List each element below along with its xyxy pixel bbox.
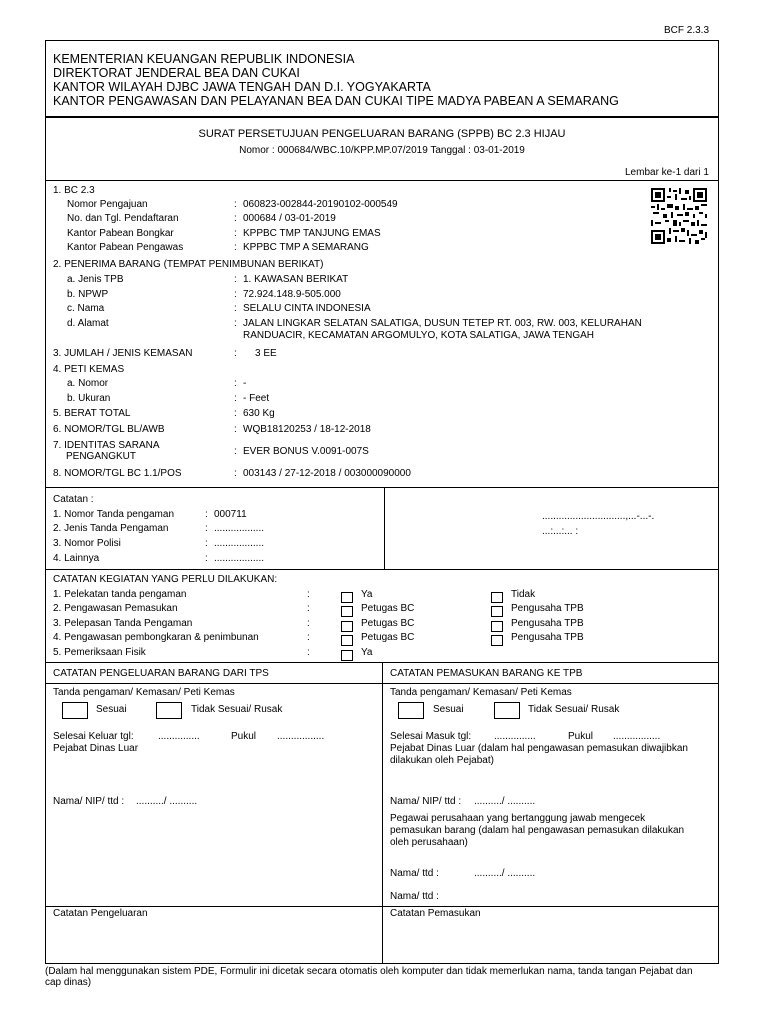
field-value: SELALU CINTA INDONESIA [243, 303, 371, 314]
colon: : [205, 509, 208, 520]
left-box-heading: CATATAN PENGELUARAN BARANG DARI TPS [53, 668, 269, 679]
colon: : [307, 647, 310, 658]
kegiatan-label: 3. Pelepasan Tanda Pengaman [53, 618, 193, 629]
header-regional-office: KANTOR WILAYAH DJBC JAWA TENGAH DAN D.I. YOGYAKARTA [53, 80, 431, 94]
field-value: JALAN LINGKAR SELATAN SALATIGA, DUSUN TETEP RT. 003, RW. 003, KELURAHAN [243, 318, 642, 329]
nama-nip-label: Nama/ NIP/ ttd : [53, 796, 125, 807]
field-label: d. Alamat [67, 318, 109, 329]
section-2-heading: 2. PENERIMA BARANG (TEMPAT PENIMBUNAN BERIKAT) [53, 259, 324, 270]
activity-checkbox[interactable] [341, 650, 353, 661]
activity-checkbox[interactable] [491, 606, 503, 617]
colon: : [234, 393, 237, 404]
colon: : [234, 303, 237, 314]
colon: : [234, 378, 237, 389]
colon: : [234, 289, 237, 300]
selesai-masuk-label: Selesai Masuk tgl: [390, 731, 472, 742]
catatan-pemasukan-label: Catatan Pemasukan [390, 908, 481, 919]
divider [45, 180, 719, 181]
option-label: Ya [361, 647, 373, 658]
field-value: KPPBC TMP TANJUNG EMAS [243, 228, 381, 239]
option-label: Petugas BC [361, 603, 415, 614]
divider [45, 487, 719, 488]
form-code: BCF 2.3.3 [664, 25, 710, 36]
catatan-heading: Catatan : [53, 494, 94, 505]
header-directorate: DIREKTORAT JENDERAL BEA DAN CUKAI [53, 66, 300, 80]
colon: : [234, 242, 237, 253]
catatan-value: .................. [214, 553, 265, 564]
activity-checkbox[interactable] [491, 621, 503, 632]
colon: : [234, 424, 237, 435]
field-value: - [243, 378, 247, 389]
section-4-heading: 4. PETI KEMAS [53, 364, 125, 375]
header-box [45, 40, 719, 117]
qr-code-icon [651, 188, 707, 244]
pukul-label: Pukul [231, 731, 257, 742]
divider [45, 569, 719, 570]
nama-ttd-value: ........../ .......... [474, 868, 536, 879]
document-number: Nomor : 000684/WBC.10/KPP.MP.07/2019 Tanggal : 03-01-2019 [239, 145, 525, 156]
pegawai-label-cont: oleh perusahaan) [390, 837, 468, 848]
activity-checkbox[interactable] [341, 635, 353, 646]
section-6-label: 6. NOMOR/TGL BL/AWB [53, 424, 165, 435]
nama-nip-label: Nama/ NIP/ ttd : [390, 796, 462, 807]
field-label: No. dan Tgl. Pendaftaran [67, 213, 179, 224]
field-value: 060823-002844-20190102-000549 [243, 199, 398, 210]
selesai-keluar-value: ............... [158, 731, 200, 742]
section-7-label: 7. IDENTITAS SARANA [53, 440, 160, 451]
colon: : [205, 538, 208, 549]
field-label: a. Jenis TPB [67, 274, 124, 285]
colon: : [307, 632, 310, 643]
colon: : [307, 589, 310, 600]
divider [45, 906, 719, 907]
colon: : [234, 348, 237, 359]
selesai-masuk-value: ............... [494, 731, 536, 742]
nama-ttd-label: Nama/ ttd : [390, 891, 439, 902]
tidak-sesuai-label: Tidak Sesuai/ Rusak [191, 704, 283, 715]
option-label: Pengusaha TPB [511, 632, 584, 643]
section-8-label: 8. NOMOR/TGL BC 1.1/POS [53, 468, 182, 479]
option-label: Pengusaha TPB [511, 603, 584, 614]
colon: : [234, 213, 237, 224]
section-7-label-cont: PENGANGKUT [66, 451, 137, 462]
catatan-value: .................. [214, 523, 265, 534]
section-5-label: 5. BERAT TOTAL [53, 408, 131, 419]
field-value: RANDUACIR, KECAMATAN ARGOMULYO, KOTA SALATIGA, JAWA TENGAH [243, 330, 594, 341]
field-label: c. Nama [67, 303, 105, 314]
catatan-time: ...:...:... : [542, 526, 579, 537]
tidak-sesuai-label: Tidak Sesuai/ Rusak [528, 704, 620, 715]
colon: : [205, 523, 208, 534]
colon: : [205, 553, 208, 564]
field-label: Kantor Pabean Pengawas [67, 242, 184, 253]
field-label: Kantor Pabean Bongkar [67, 228, 174, 239]
section-3-value: 3 EE [255, 348, 277, 359]
activity-checkbox[interactable] [341, 592, 353, 603]
divider [45, 683, 719, 684]
colon: : [234, 318, 237, 329]
activity-checkbox[interactable] [341, 606, 353, 617]
pegawai-label: Pegawai perusahaan yang bertanggung jawab mengecek [390, 813, 646, 824]
colon: : [234, 199, 237, 210]
colon: : [307, 618, 310, 629]
field-label: a. Nomor [67, 378, 109, 389]
sesuai-checkbox[interactable] [62, 702, 88, 719]
field-value: - Feet [243, 393, 270, 404]
option-label: Petugas BC [361, 632, 415, 643]
catatan-label: 3. Nomor Polisi [53, 538, 121, 549]
section-6-value: WQB18120253 / 18-12-2018 [243, 424, 371, 435]
kegiatan-label: 1. Pelekatan tanda pengaman [53, 589, 187, 600]
catatan-value: 000711 [214, 509, 247, 520]
activity-checkbox[interactable] [491, 592, 503, 603]
nama-nip-value: ........../ .......... [474, 796, 536, 807]
document-title: SURAT PERSETUJUAN PENGELUARAN BARANG (SPPB) BC 2.3 HIJAU [198, 128, 566, 140]
field-value: 000684 / 03-01-2019 [243, 213, 336, 224]
colon: : [234, 408, 237, 419]
pejabat-label: Pejabat Dinas Luar [53, 743, 139, 754]
field-value: KPPBC TMP A SEMARANG [243, 242, 369, 253]
nama-ttd-label: Nama/ ttd : [390, 868, 439, 879]
colon: : [234, 274, 237, 285]
kegiatan-label: 4. Pengawasan pembongkaran & penimbunan [53, 632, 259, 643]
kegiatan-label: 5. Pemeriksaan Fisik [53, 647, 146, 658]
kegiatan-heading: CATATAN KEGIATAN YANG PERLU DILAKUKAN: [53, 574, 278, 585]
divider [384, 487, 385, 569]
catatan-pengeluaran-label: Catatan Pengeluaran [53, 908, 148, 919]
colon: : [307, 603, 310, 614]
sesuai-checkbox[interactable] [398, 702, 424, 719]
option-label: Pengusaha TPB [511, 618, 584, 629]
pejabat-label-cont: dilakukan oleh Pejabat) [390, 755, 494, 766]
catatan-place-date: ..............................,...-...-. [542, 511, 655, 522]
sesuai-label: Sesuai [433, 704, 464, 715]
catatan-value: .................. [214, 538, 265, 549]
right-box-heading: CATATAN PEMASUKAN BARANG KE TPB [390, 668, 583, 679]
nama-nip-value: ........../ .......... [136, 796, 198, 807]
option-label: Petugas BC [361, 618, 415, 629]
footnote: (Dalam hal menggunakan sistem PDE, Formulir ini dicetak secara otomatis oleh komputer dan tidak memerlukan nama, tanda tangan Pejabat dan [45, 966, 693, 977]
pukul-label: Pukul [568, 731, 594, 742]
sesuai-label: Sesuai [96, 704, 127, 715]
tidak-sesuai-checkbox[interactable] [494, 702, 520, 719]
tidak-sesuai-checkbox[interactable] [156, 702, 182, 719]
header-ministry: KEMENTERIAN KEUANGAN REPUBLIK INDONESIA [53, 52, 355, 66]
field-label: b. NPWP [67, 289, 109, 300]
pegawai-label-cont: pemasukan barang (dalam hal pengawasan pemasukan dilakukan [390, 825, 685, 836]
field-value: 1. KAWASAN BERIKAT [243, 274, 349, 285]
header-service-office: KANTOR PENGAWASAN DAN PELAYANAN BEA DAN CUKAI TIPE MADYA PABEAN A SEMARANG [53, 94, 619, 108]
catatan-label: 4. Lainnya [53, 553, 100, 564]
colon: : [234, 228, 237, 239]
kegiatan-label: 2. Pengawasan Pemasukan [53, 603, 178, 614]
divider [382, 662, 383, 964]
catatan-label: 2. Jenis Tanda Pengaman [53, 523, 169, 534]
colon: : [234, 446, 237, 457]
colon: : [234, 468, 237, 479]
section-8-value: 003143 / 27-12-2018 / 003000090000 [243, 468, 411, 479]
section-3-label: 3. JUMLAH / JENIS KEMASAN [53, 348, 193, 359]
field-value: 72.924.148.9-505.000 [243, 289, 341, 300]
field-label: b. Ukuran [67, 393, 111, 404]
left-tanda-label: Tanda pengaman/ Kemasan/ Peti Kemas [53, 687, 235, 698]
right-tanda-label: Tanda pengaman/ Kemasan/ Peti Kemas [390, 687, 572, 698]
option-label: Tidak [511, 589, 536, 600]
activity-checkbox[interactable] [341, 621, 353, 632]
pukul-value: ................. [277, 731, 325, 742]
section-5-value: 630 Kg [243, 408, 275, 419]
catatan-label: 1. Nomor Tanda pengaman [53, 509, 175, 520]
section-1-heading: 1. BC 2.3 [53, 185, 95, 196]
footnote-cont: cap dinas) [45, 977, 92, 988]
pejabat-label: Pejabat Dinas Luar (dalam hal pengawasan pemasukan diwajibkan [390, 743, 688, 754]
selesai-keluar-label: Selesai Keluar tgl: [53, 731, 134, 742]
field-label: Nomor Pengajuan [67, 199, 148, 210]
option-label: Ya [361, 589, 373, 600]
activity-checkbox[interactable] [491, 635, 503, 646]
sheet-indicator: Lembar ke-1 dari 1 [625, 167, 709, 178]
section-7-value: EVER BONUS V.0091-007S [243, 446, 369, 457]
pukul-value: ................. [613, 731, 661, 742]
